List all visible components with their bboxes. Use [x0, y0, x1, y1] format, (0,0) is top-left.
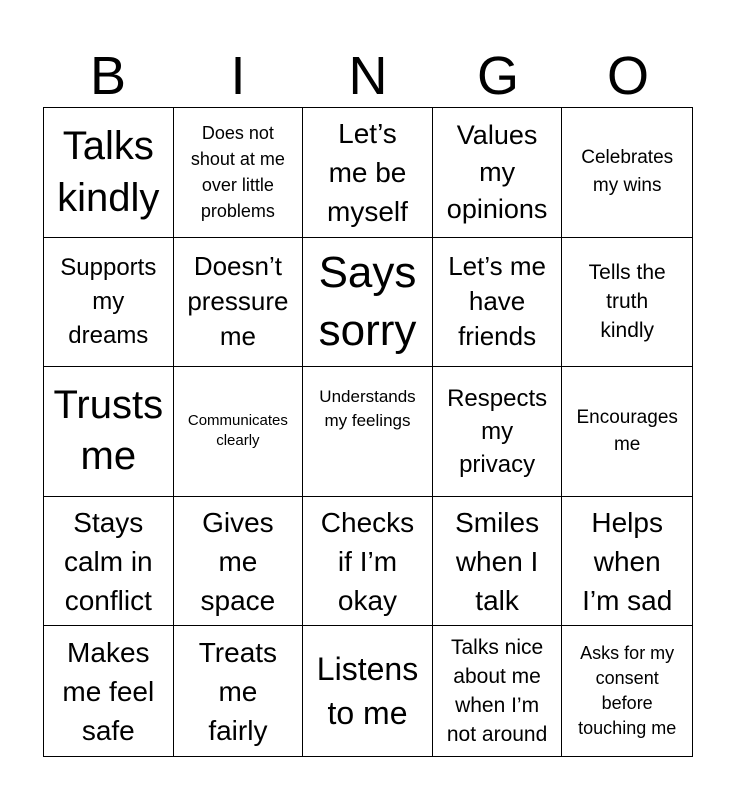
bingo-cell-r4c4 — [433, 497, 563, 627]
cell-text: Values my opinions — [446, 119, 548, 224]
bingo-cell-r3c4 — [433, 367, 563, 497]
bingo-cell-r5c4 — [433, 626, 563, 756]
bingo-cell-r1c5 — [562, 108, 692, 238]
cell-text: Trusts me — [53, 383, 164, 479]
cell-text: Treats me fairly — [198, 636, 278, 746]
bingo-cell-r2c1 — [44, 238, 174, 368]
cell-text: Stays calm in conflict — [63, 506, 153, 616]
bingo-cell-r3c5 — [562, 367, 692, 497]
cell-text: Gives me space — [200, 506, 276, 616]
bingo-cell-r5c3 — [303, 626, 433, 756]
cell-text: Asks for my consent before touching me — [578, 643, 677, 739]
bingo-cell-r4c2 — [174, 497, 304, 627]
cell-text: Understands my feelings — [319, 387, 416, 431]
bingo-cell-r5c5 — [562, 626, 692, 756]
cell-text: Encourages me — [576, 407, 678, 456]
cell-text: Let’s me have friends — [448, 251, 546, 352]
header-letter-i: I — [230, 46, 246, 106]
bingo-cell-r2c2 — [174, 238, 304, 368]
bingo-cell-r3c3 — [303, 367, 433, 497]
bingo-grid — [43, 107, 693, 757]
cell-text: Does not shout at me over little problems — [190, 123, 285, 222]
bingo-cell-r2c3 — [303, 238, 433, 368]
cell-text: Supports my dreams — [60, 253, 157, 349]
bingo-cell-r1c3 — [303, 108, 433, 238]
header-letter-o: O — [606, 46, 649, 106]
header-letter-b: B — [89, 46, 127, 106]
cell-text: Tells the truth kindly — [588, 261, 666, 343]
bingo-cell-r2c4 — [433, 238, 563, 368]
cell-text: Smiles when I talk — [455, 506, 540, 616]
cell-text: Makes me feel safe — [62, 636, 155, 746]
cell-text: Says sorry — [318, 247, 417, 355]
bingo-cell-r1c1 — [44, 108, 174, 238]
cell-text: Talks kindly — [57, 124, 160, 221]
cell-text: Helps when I’m sad — [582, 506, 673, 616]
bingo-cell-r2c5 — [562, 238, 692, 368]
header-letter-n: N — [348, 46, 388, 106]
bingo-cell-r4c5 — [562, 497, 692, 627]
bingo-cell-r5c1 — [44, 626, 174, 756]
cell-text: Talks nice about me when I’m not around — [446, 636, 548, 747]
cell-text: Celebrates my wins — [581, 147, 674, 197]
cell-text: Respects my privacy — [447, 384, 548, 478]
bingo-header — [43, 46, 693, 106]
bingo-cell-r1c4 — [433, 108, 563, 238]
bingo-cell-r3c2 — [174, 367, 304, 497]
bingo-cell-r4c1 — [44, 497, 174, 627]
cell-text: Doesn’t pressure me — [187, 251, 289, 352]
cell-text: Checks if I’m okay — [320, 506, 415, 616]
header-letter-g: G — [476, 46, 519, 106]
bingo-cell-r1c2 — [174, 108, 304, 238]
cell-text: Communicates clearly — [187, 412, 288, 450]
bingo-cell-r3c1 — [44, 367, 174, 497]
cell-text: Let’s me be myself — [327, 117, 408, 227]
bingo-cell-r5c2 — [174, 626, 304, 756]
cell-text: Listens to me — [316, 651, 419, 732]
bingo-cell-r4c3 — [303, 497, 433, 627]
